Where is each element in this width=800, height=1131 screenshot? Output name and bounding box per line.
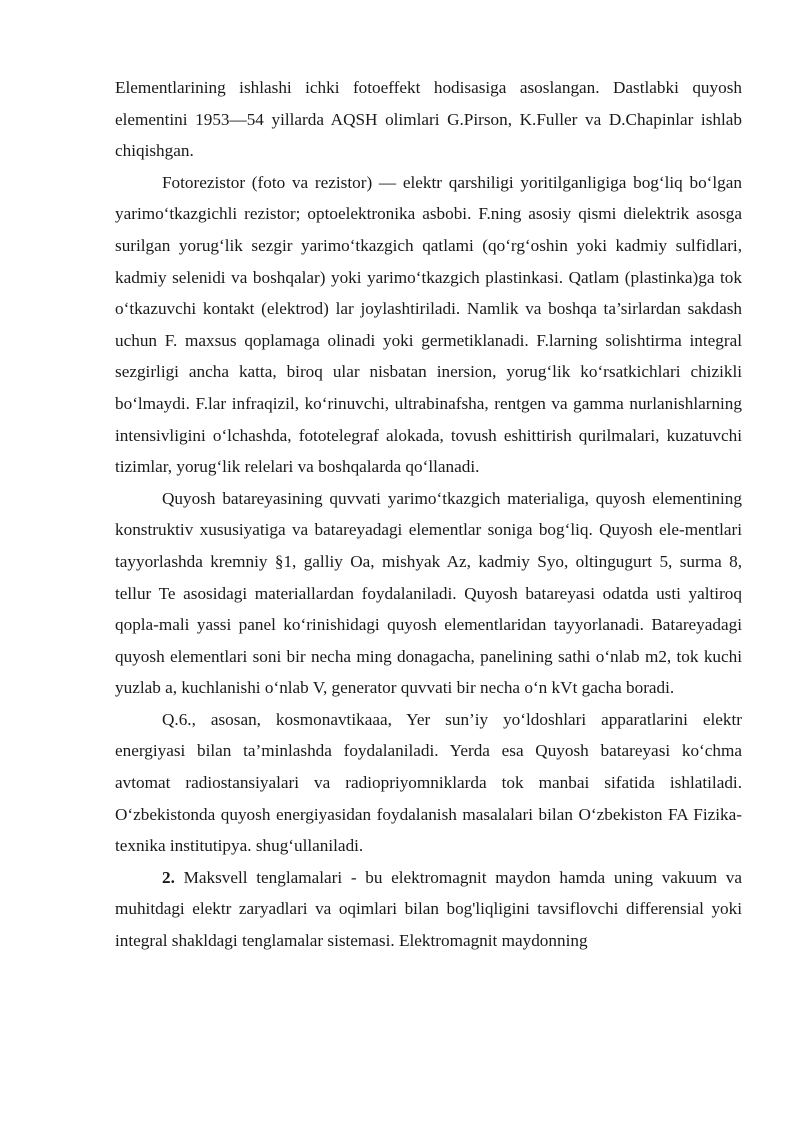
paragraph-4	[115, 704, 742, 862]
paragraph-5-text: Maksvell tenglamalari - bu elektromagnit maydon hamda uning vakuum va muhitdagi elektr zaryadlari va oqimlari bilan bog'liqligini tavsiflovchi differensial yoki integral shakldagi tenglamalar sistemasi. Elektromagnit maydonning	[115, 867, 742, 951]
document-page	[115, 72, 742, 957]
paragraph-4-text: Q.6., asosan, kosmonavtikaaa, Yer sun’iy yo‘ldoshlari apparatlarini elektr energiyasi bilan ta’minlashda foydalaniladi. Yerda esa Quyosh batareyasi ko‘chma avtomat radiostansiyalari va radiopriyomniklarda tok manbai sifatida ishlatiladi. O‘zbekistonda quyosh energiyasidan foydalanish masalalari bilan O‘zbekiston FA Fizika-texnika institutipya. shug‘ullaniladi.	[115, 709, 742, 856]
paragraph-2-text: Fotorezistor (foto va rezistor) — elektr qarshiligi yoritilganligiga bog‘liq bo‘lgan yarimo‘tkazgichli rezistor; optoelektronika asbobi. F.ning asosiy qismi dielektrik asosga surilgan yorug‘lik sezgir yarimo‘tkazgich qatlami (qo‘rg‘oshin yoki kadmiy sulfidlari, kadmiy selenidi va boshqalar) yoki yarimo‘tkazgich plastinkasi. Qatlam (plastinka)ga tok o‘tkazuvchi kontakt (elektrod) lar joylashtiriladi. Namlik va boshqa ta’sirlardan sakdash uchun F. maxsus qoplamaga olinadi yoki germetiklanadi. F.larning solishtirma integral sezgirligi ancha katta, biroq ular nisbatan inersion, yorug‘lik ko‘rsatkichlari chizikli bo‘lmaydi. F.lar infraqizil, ko‘rinuvchi, ultrabinafsha, rentgen va gamma nurlanishlarning intensivligini o‘lchashda, fototelegraf alokada, tovush eshittirish qurilmalari, kuzatuvchi tizimlar, yorug‘lik relelari va boshqalarda qo‘llanadi.	[115, 172, 742, 477]
paragraph-3	[115, 483, 742, 704]
paragraph-3-text: Quyosh batareyasining quvvati yarimo‘tkazgich materialiga, quyosh elementining konstruktiv xususiyatiga va batareyadagi elementlar soniga bog‘liq. Quyosh ele-mentlari tayyorlashda kremniy §1, galliy Oa, mishyak Az, kadmiy Syo, oltingugurt 5, surma 8, tellur Te asosidagi materiallardan foydalaniladi. Quyosh batareyasi odatda usti yaltiroq qopla-mali yassi panel ko‘rinishidagi quyosh elementlaridan tayyorlanadi. Batareyadagi quyosh elementlari soni bir necha ming donagacha, panelining sathi o‘nlab m2, tok kuchi yuzlab a, kuchlanishi o‘nlab V, generator quvvati bir necha o‘n kVt gacha boradi.	[115, 488, 742, 698]
paragraph-1-text: Elementlarining ishlashi ichki fotoeffekt hodisasiga asoslangan. Dastlabki quyosh elementini 1953—54 yillarda AQSH olimlari G.Pirson, K.Fuller va D.Chapinlar ishlab chiqishgan.	[115, 78, 742, 161]
paragraph-1	[115, 72, 742, 167]
paragraph-2	[115, 167, 742, 483]
paragraph-5	[115, 862, 742, 957]
section-number: 2.	[162, 867, 175, 887]
